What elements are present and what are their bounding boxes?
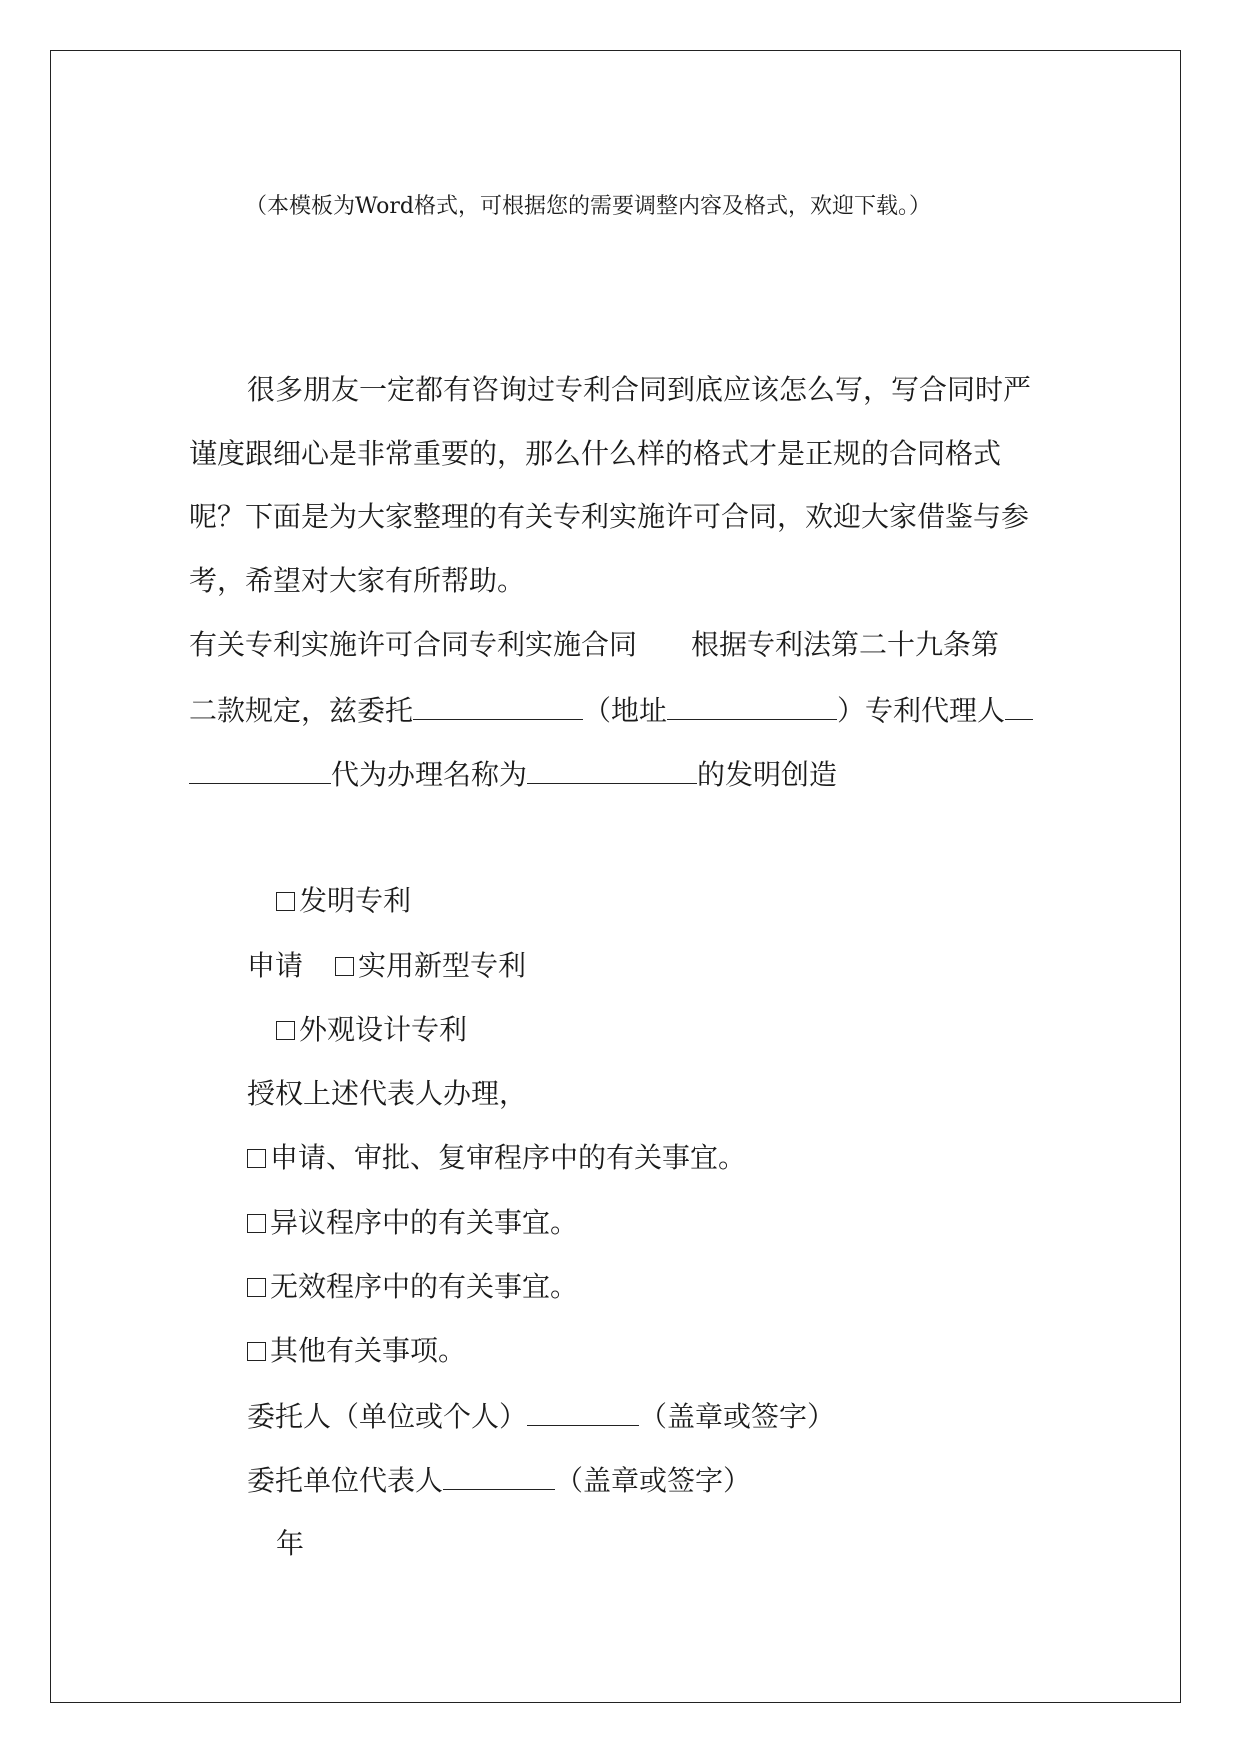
checkbox-icon[interactable] <box>247 1278 266 1297</box>
representative-signature-blank[interactable] <box>443 1465 555 1490</box>
authorization-item-label: 无效程序中的有关事宜。 <box>270 1270 579 1303</box>
invention-label: 的发明创造 <box>697 758 838 791</box>
utility-label: 实用新型专利 <box>358 949 527 982</box>
authorization-item-label: 异议程序中的有关事宜。 <box>270 1206 579 1239</box>
intro-line-2: 谨度跟细心是非常重要的，那么什么样的格式才是正规的合同格式 <box>189 437 1002 470</box>
checkbox-icon[interactable] <box>247 1342 266 1361</box>
intro-line-3: 呢？下面是为大家整理的有关专利实施许可合同，欢迎大家借鉴与参 <box>189 500 1030 533</box>
principal-signature-row <box>247 1401 835 1431</box>
apply-label: 申请 <box>247 949 304 982</box>
principal-signature-blank[interactable] <box>527 1401 639 1426</box>
authorization-intro: 授权上述代表人办理， <box>247 1077 528 1110</box>
page-border <box>50 50 1181 1703</box>
invention-label-text: 发明专利 <box>299 884 412 917</box>
patent-type-invention[interactable] <box>276 884 412 917</box>
representative-label: 委托单位代表人 <box>247 1464 444 1497</box>
representative-seal-note: （盖章或签字） <box>555 1464 752 1497</box>
template-note: （本模板为Word格式，可根据您的需要调整内容及格式，欢迎下载。） <box>245 194 931 219</box>
checkbox-icon[interactable] <box>276 1021 295 1040</box>
authorization-item[interactable] <box>247 1270 579 1303</box>
agent-blank-start[interactable] <box>1005 695 1033 720</box>
entrusted-blank[interactable] <box>413 695 583 720</box>
representative-signature-row <box>247 1465 751 1495</box>
intro-line-1: 很多朋友一定都有咨询过专利合同到底应该怎么写，写合同时严 <box>247 373 1032 406</box>
checkbox-icon[interactable] <box>335 957 354 976</box>
authorization-item-label: 其他有关事项。 <box>270 1334 467 1367</box>
handle-name-label: 代为办理名称为 <box>331 758 528 791</box>
authorization-item-label: 申请、审批、复审程序中的有关事宜。 <box>270 1141 747 1174</box>
contract-line-3 <box>189 759 837 789</box>
entrust-text: 二款规定，兹委托 <box>189 694 414 727</box>
design-label: 外观设计专利 <box>299 1013 468 1046</box>
patent-type-design[interactable] <box>276 1013 468 1046</box>
contract-line-2 <box>189 695 1033 725</box>
principal-label: 委托人（单位或个人） <box>247 1400 528 1433</box>
patent-type-utility-row <box>247 949 527 982</box>
agent-label: ）专利代理人 <box>837 694 1006 727</box>
invention-name-blank[interactable] <box>527 759 697 784</box>
contract-basis: 根据专利法第二十九条第 <box>691 628 1000 661</box>
principal-seal-note: （盖章或签字） <box>639 1400 836 1433</box>
agent-blank-end[interactable] <box>189 759 331 784</box>
authorization-item[interactable] <box>247 1206 579 1239</box>
year-label: 年 <box>276 1527 305 1560</box>
checkbox-icon[interactable] <box>276 892 295 911</box>
authorization-item[interactable] <box>247 1334 467 1367</box>
address-label: （地址 <box>583 694 668 727</box>
intro-line-4: 考，希望对大家有所帮助。 <box>189 564 526 597</box>
checkbox-icon[interactable] <box>247 1149 266 1168</box>
contract-title: 有关专利实施许可合同专利实施合同 <box>189 628 638 661</box>
authorization-item[interactable] <box>247 1141 747 1174</box>
checkbox-icon[interactable] <box>247 1214 266 1233</box>
address-blank[interactable] <box>667 695 837 720</box>
contract-title-line <box>189 628 1000 661</box>
